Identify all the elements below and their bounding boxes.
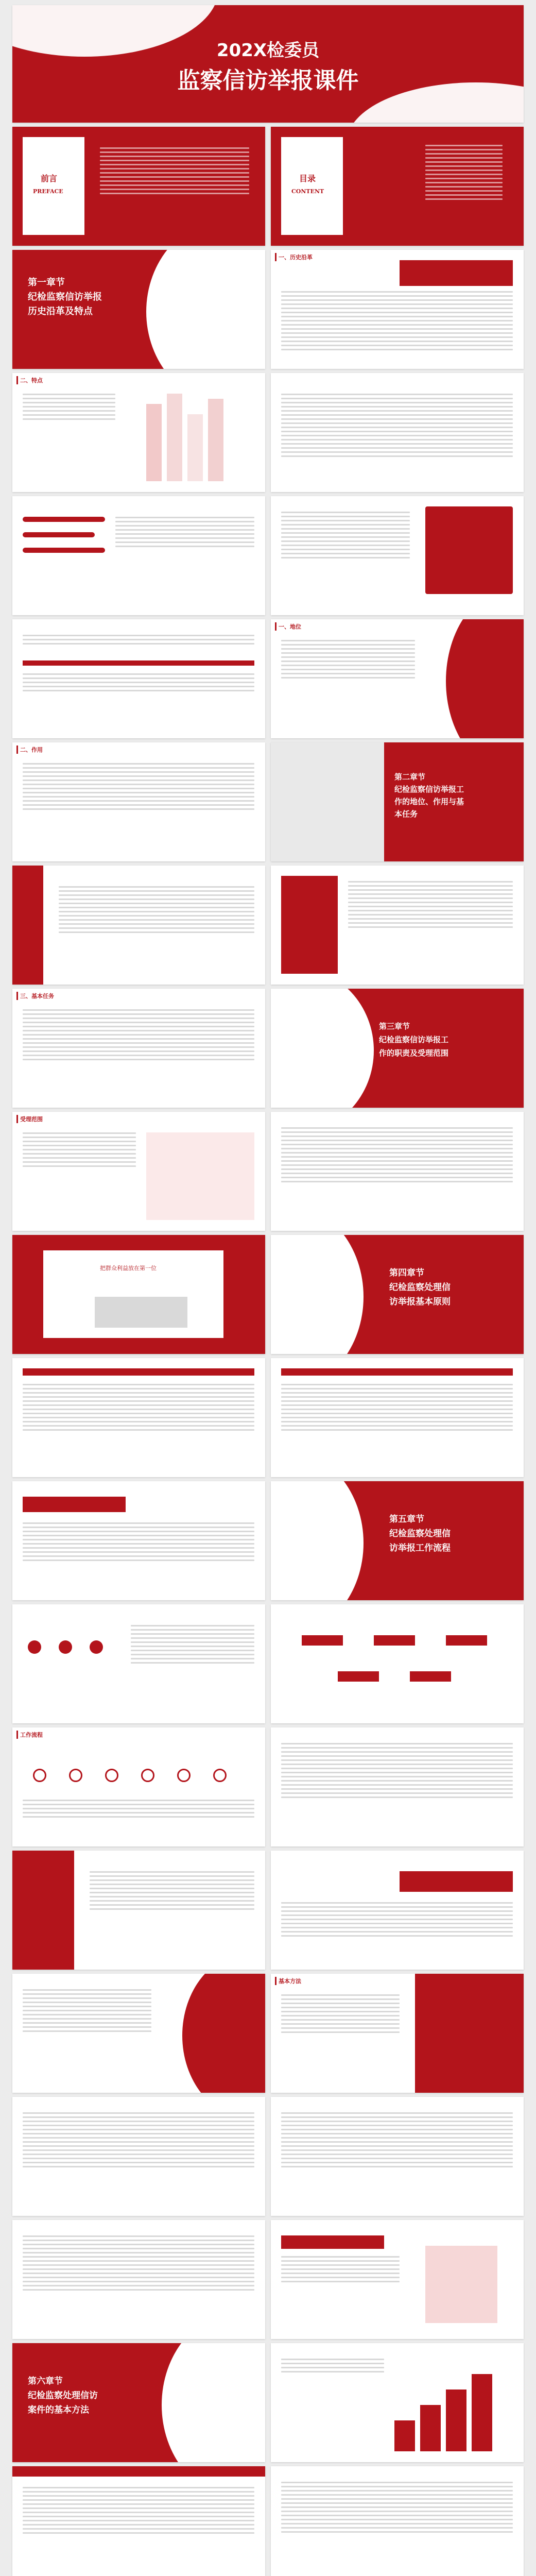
slide-35 [12, 2097, 265, 2216]
s29-title: 工作流程 [16, 1731, 43, 1739]
s40-step-3 [446, 2389, 466, 2451]
slide-37 [12, 2220, 265, 2339]
slide-29 [12, 1727, 265, 1846]
row-14 [12, 1604, 524, 1723]
chapter3-title: 第三章节 纪检监察信访举报工 作的职责及受理范围 [379, 1022, 449, 1058]
row-2 [12, 127, 524, 246]
s29-ring-2 [69, 1769, 82, 1782]
row-17 [12, 1974, 524, 2093]
s28-box-4 [338, 1671, 379, 1682]
s28-box-2 [374, 1635, 415, 1646]
s38-red-label [281, 2235, 384, 2249]
slide-10 [271, 496, 524, 615]
s34-text [281, 1994, 400, 2036]
s30-text [281, 1743, 513, 1801]
s34-title: 基本方法 [275, 1977, 301, 1985]
s11-text [23, 635, 254, 647]
building-1 [146, 404, 162, 481]
s20-text [281, 1127, 513, 1185]
s25-text [23, 1522, 254, 1564]
chapter6-title: 第六章节 纪检监察处理信访 案件的基本方法 [28, 2376, 98, 2415]
building-2 [167, 394, 182, 481]
s29-ring-4 [141, 1769, 154, 1782]
row-19 [12, 2220, 524, 2339]
building-3 [187, 414, 203, 481]
s19-text [23, 1132, 136, 1170]
slide-27 [12, 1604, 265, 1723]
building-4 [208, 399, 223, 481]
slide-30 [271, 1727, 524, 1846]
s40-step-2 [420, 2405, 441, 2451]
history-red-banner [400, 260, 513, 286]
slide-15 [12, 866, 265, 985]
s40-step-1 [394, 2420, 415, 2451]
s32-red-bar [400, 1871, 513, 1892]
preface-slide [12, 127, 265, 246]
s27-dot-3 [90, 1640, 103, 1654]
s31-text [90, 1871, 254, 1912]
row-5 [12, 496, 524, 615]
hero-main-title: 监察信访举报课件 [177, 67, 359, 94]
s41-top-bar [12, 2466, 265, 2477]
s32-text [281, 1902, 513, 1939]
s28-box-3 [446, 1635, 487, 1646]
s23-text [23, 1384, 254, 1433]
slide-41 [12, 2466, 265, 2576]
row-15 [12, 1727, 524, 1846]
slide-23 [12, 1358, 265, 1477]
row-11 [12, 1235, 524, 1354]
s28-box-5 [410, 1671, 451, 1682]
s9-pill-2 [23, 532, 95, 537]
s27-dot-1 [28, 1640, 41, 1654]
s42-text [281, 2482, 513, 2535]
slide-12 [271, 619, 524, 738]
row-8 [12, 866, 524, 985]
row-10 [12, 1112, 524, 1231]
s7-title: 二、特点 [16, 376, 43, 384]
row-13 [12, 1481, 524, 1600]
slide-42 [271, 2466, 524, 2576]
chapter2-title: 第二章节 纪检监察信访举报工 作的地位、作用与基 本任务 [394, 772, 464, 819]
slide-25 [12, 1481, 265, 1600]
s9-pill-1 [23, 517, 105, 522]
slide-9 [12, 496, 265, 615]
s28-box-1 [302, 1635, 343, 1646]
s24-bar [281, 1368, 513, 1376]
s13-text [23, 763, 254, 812]
s12-text [281, 640, 415, 681]
chapter5-white-curve [271, 1481, 364, 1600]
history-title: 一、历史沿革 [275, 253, 313, 261]
chapter4-title: 第四章节 纪检监察处理信 访举报基本原则 [389, 1268, 451, 1307]
slide-34 [271, 1974, 524, 2093]
s12-red-curve [446, 619, 524, 738]
chapter4-white-curve [271, 1235, 364, 1354]
s11-text-2 [23, 673, 254, 694]
slide-40 [271, 2343, 524, 2462]
s31-red-block [12, 1851, 74, 1970]
contents-cn: 目录 [299, 174, 316, 183]
s40-text [281, 2359, 384, 2375]
row-12 [12, 1358, 524, 1477]
chapter2-slide [271, 742, 524, 861]
row-18 [12, 2097, 524, 2216]
s15-text [59, 886, 254, 936]
s16-text [348, 881, 513, 930]
history-slide [271, 250, 524, 369]
s33-red-curve [182, 1974, 265, 2093]
s15-left-bar [12, 866, 43, 985]
s37-text [23, 2235, 254, 2293]
s25-red-label [23, 1497, 126, 1512]
row-1 [12, 5, 524, 123]
s34-red-panel [415, 1974, 524, 2093]
chapter6-white-curve [162, 2343, 265, 2462]
chapter5-slide [271, 1481, 524, 1600]
s11-bar [23, 660, 254, 666]
s38-runner [425, 2246, 497, 2323]
s35-text [23, 2112, 254, 2170]
slide-33 [12, 1974, 265, 2093]
slide-13 [12, 742, 265, 861]
contents-en: CONTENT [291, 188, 324, 195]
row-3 [12, 250, 524, 369]
hero-year-title: 202X检委员 [216, 40, 320, 61]
s38-text [281, 2256, 400, 2285]
history-text [281, 291, 513, 353]
slide-31 [12, 1851, 265, 1970]
chapter2-ribbon-area [271, 742, 384, 861]
slide-24 [271, 1358, 524, 1477]
chapter1-white-curve [146, 250, 265, 369]
slide-8 [271, 373, 524, 492]
s29-ring-3 [105, 1769, 118, 1782]
slide-19 [12, 1112, 265, 1231]
slide-16 [271, 866, 524, 985]
row-9 [12, 989, 524, 1108]
s10-red-block [425, 506, 513, 594]
s24-text [281, 1384, 513, 1433]
slide-28 [271, 1604, 524, 1723]
s29-ring-1 [33, 1769, 46, 1782]
s17-text [23, 1009, 254, 1063]
s27-dot-2 [59, 1640, 72, 1654]
hero-slide [12, 5, 524, 123]
s12-title: 一、地位 [275, 622, 301, 631]
contents-list [425, 145, 503, 202]
s21-text: 把群众利益放在第一位 [100, 1265, 157, 1272]
s13-title: 二、作用 [16, 745, 43, 754]
chapter1-title: 第一章节 纪检监察信访举报 历史沿革及特点 [28, 277, 102, 317]
s7-text [23, 394, 115, 422]
row-4 [12, 373, 524, 492]
s29-ring-5 [177, 1769, 191, 1782]
slide-21 [12, 1235, 265, 1354]
s19-title: 受理范围 [16, 1115, 43, 1123]
s21-image [95, 1297, 187, 1328]
slide-32 [271, 1851, 524, 1970]
chapter5-title: 第五章节 纪检监察处理信 访举报工作流程 [389, 1514, 451, 1553]
slide-36 [271, 2097, 524, 2216]
preface-text [100, 147, 249, 197]
s23-bar [23, 1368, 254, 1376]
row-16 [12, 1851, 524, 1970]
slide-38 [271, 2220, 524, 2339]
contents-slide [271, 127, 524, 246]
row-21 [12, 2466, 524, 2576]
chapter1-slide [12, 250, 265, 369]
chapter6-slide [12, 2343, 265, 2462]
slide-17 [12, 989, 265, 1108]
preface-en: PREFACE [33, 188, 63, 195]
chapter4-slide [271, 1235, 524, 1354]
s10-text [281, 512, 410, 561]
row-20 [12, 2343, 524, 2462]
s33-text [23, 1989, 151, 2035]
chapter3-white-curve [271, 989, 374, 1108]
s16-red-block [281, 876, 338, 974]
row-6 [12, 619, 524, 738]
s40-step-4 [472, 2374, 492, 2451]
s29-ring-6 [213, 1769, 227, 1782]
slide-7 [12, 373, 265, 492]
slide-20 [271, 1112, 524, 1231]
s9-text [115, 517, 254, 550]
chapter3-slide [271, 989, 524, 1108]
s36-text [281, 2112, 513, 2170]
slide-11 [12, 619, 265, 738]
s17-title: 三、基本任务 [16, 992, 54, 1000]
preface-cn: 前言 [41, 174, 58, 183]
s19-light-panel [146, 1132, 254, 1220]
s27-text [131, 1625, 254, 1666]
s29-text [23, 1800, 254, 1820]
row-7 [12, 742, 524, 861]
s9-pill-3 [23, 548, 105, 553]
s41-text [23, 2487, 254, 2536]
s8-text [281, 394, 513, 460]
